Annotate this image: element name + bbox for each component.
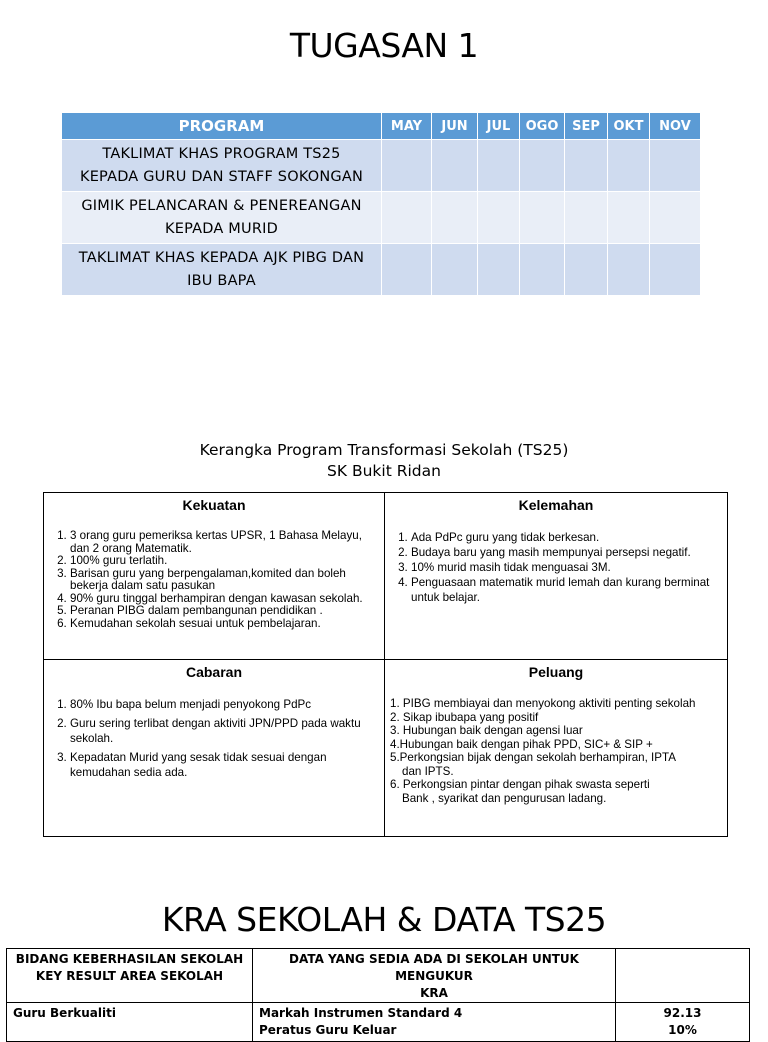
list-item: 6. Perkongsian pintar dengan pihak swasta seperti [390,778,650,791]
list-item: 1. Ada PdPc guru yang tidak berkesan. [411,530,721,545]
table-row [62,140,701,192]
month-cell [608,192,650,244]
framework-title-line: Kerangka Program Transformasi Sekolah (TS25) [199,441,569,459]
kra-data-line: Markah Instrumen Standard 4 [259,1006,463,1020]
month-cell [650,244,701,296]
month-header: JUN [432,113,478,140]
list-item: 5. Peranan PIBG dalam pembangunan pendidikan . [70,605,378,618]
month-cell [608,244,650,296]
month-header: OGO [520,113,565,140]
table-row [62,192,701,244]
peluang-cell [385,660,728,837]
program-name-line: TAKLIMAT KHAS PROGRAM TS25 [102,145,341,162]
list-item: 4. Penguasaan matematik murid lemah dan kurang berminat untuk belajar. [411,575,721,605]
swot-table [43,492,728,837]
table-row [7,1003,750,1042]
month-cell [432,192,478,244]
program-header: PROGRAM [62,113,382,140]
list-item: 3. Hubungan baik dengan agensi luar [390,724,583,737]
header-line: KEY RESULT AREA SEKOLAH [35,969,224,983]
month-cell [565,192,608,244]
kekuatan-list [44,530,384,630]
kelemahan-list [385,530,727,605]
program-name [62,140,382,192]
list-item: 2. 100% guru terlatih. [70,555,378,568]
list-item: 1. PIBG membiayai dan menyokong aktiviti penting sekolah [390,697,696,710]
month-cell [565,244,608,296]
kra-header-area [7,949,253,1003]
list-item: 1. 3 orang guru pemeriksa kertas UPSR, 1 Bahasa Melayu, dan 2 orang Matematik. [70,530,378,555]
list-item: Bank , syarikat dan pengurusan ladang. [402,791,607,805]
month-header: JUL [478,113,520,140]
month-cell [478,244,520,296]
cabaran-list [44,697,384,780]
kra-title: KRA SEKOLAH & DATA TS25 [161,900,607,939]
month-cell [520,244,565,296]
peluang-title: Peluang [528,664,584,680]
kra-table [6,948,750,1042]
list-item: 2. Guru sering terlibat dengan aktiviti JPN/PPD pada waktu sekolah. [70,716,378,746]
list-item: 3. Kepadatan Murid yang sesak tidak sesuai dengan kemudahan sedia ada. [70,750,378,780]
month-cell [432,140,478,192]
table-row [62,244,701,296]
program-name-line: GIMIK PELANCARAN & PENEREANGAN [81,197,362,214]
program-table [61,112,701,296]
framework-title [0,440,768,482]
page-title: TUGASAN 1 [289,26,479,65]
cabaran-title: Cabaran [185,664,243,680]
month-cell [520,140,565,192]
month-cell [382,140,432,192]
kra-value [616,1003,750,1042]
month-cell [478,140,520,192]
kra-data [253,1003,616,1042]
list-item: 4.Hubungan baik dengan pihak PPD, SIC+ & SIP + [390,737,653,751]
kelemahan-title: Kelemahan [518,497,594,513]
list-item: 3. 10% murid masih tidak menguasai 3M. [411,560,721,575]
month-cell [650,192,701,244]
kelemahan-cell [385,493,728,660]
list-item: 5.Perkongsian bijak dengan sekolah berhampiran, IPTA [390,751,676,764]
month-cell [382,192,432,244]
kra-value-line: 92.13 [663,1006,702,1020]
list-item: 2. Budaya baru yang masih mempunyai persepsi negatif. [411,545,721,560]
school-name: SK Bukit Ridan [327,462,441,480]
program-name [62,244,382,296]
month-header: SEP [565,113,608,140]
program-name-line: KEPADA MURID [165,220,278,237]
program-name-line: KEPADA GURU DAN STAFF SOKONGAN [79,168,363,185]
month-cell [520,192,565,244]
program-name-line: IBU BAPA [187,272,256,289]
month-header: NOV [650,113,701,140]
kra-area: Guru Berkualiti [7,1003,253,1042]
header-line: DATA YANG SEDIA ADA DI SEKOLAH UNTUK MENGUKUR [289,952,579,983]
list-item: 4. 90% guru tinggal berhampiran dengan kawasan sekolah. [70,593,378,606]
month-header: MAY [382,113,432,140]
program-name-line: TAKLIMAT KHAS KEPADA AJK PIBG DAN [78,249,365,266]
month-cell [565,140,608,192]
list-item: 3. Barisan guru yang berpengalaman,komited dan boleh bekerja dalam satu pasukan [70,568,378,593]
list-item: 6. Kemudahan sekolah sesuai untuk pembelajaran. [70,618,378,631]
kekuatan-cell [44,493,385,660]
kra-header-value [616,949,750,1003]
kra-data-line: Peratus Guru Keluar [259,1023,397,1037]
list-item: 2. Sikap ibubapa yang positif [390,710,539,724]
kra-header-data [253,949,616,1003]
list-item: 1. 80% Ibu bapa belum menjadi penyokong PdPc [70,697,378,712]
header-line: BIDANG KEBERHASILAN SEKOLAH [15,952,244,966]
month-cell [478,192,520,244]
cabaran-cell [44,660,385,837]
program-name [62,192,382,244]
month-cell [650,140,701,192]
header-line: KRA [420,986,448,1000]
kra-value-line: 10% [668,1023,697,1037]
month-cell [382,244,432,296]
month-header: OKT [608,113,650,140]
peluang-list [385,697,727,805]
kekuatan-title: Kekuatan [182,497,246,513]
month-cell [608,140,650,192]
month-cell [432,244,478,296]
list-item: dan IPTS. [402,764,454,778]
